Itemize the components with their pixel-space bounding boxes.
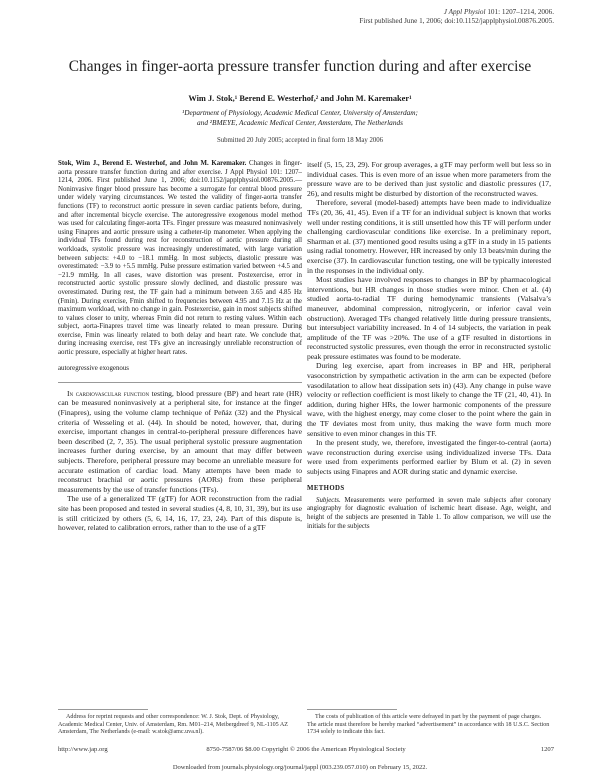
journal-name: J Appl Physiol [443,8,486,16]
first-published-line: First published June 1, 2006; doi:10.1152/japplphysiol.00876.2005. [359,17,554,25]
article-title: Changes in finger-aorta pressure transfer function during and after exercise [68,58,532,75]
left-column [58,160,302,533]
abstract-text: Changes in finger-aorta pressure transfer function during and after exercise. J Appl Physiol 101: 1207–1214, 2006. First published June 1, 2006; doi:10.1152/japplphysiol.00876.2005.—Noninvasive finger blood pressure has become a surrogate for central blood pressure under widely varying circumstances. We tested the validity of finger-aorta transfer functions (TF) to reconstruct aortic pressure in seven cardiac patients before, during, and after incremental bicycle exercise. The autoregressive exogenous model method was used for calculating finger-aorta TFs. Finger pressure was measured noninvasively using Finapres and aortic pressure using a catheter-tip manometer. When applying the individual TFs found during rest for reconstruction of aortic pressure during all workloads, systolic pressure was increasingly underestimated, with large variation between subjects: +4.0 to −18.1 mmHg. In most subjects, diastolic pressure was overestimated: −3.9 to +5.5 mmHg. Pulse pressure estimation varied between +4.5 and −21.9 mmHg. In all cases, wave distortion was present. Postexercise, error in reconstructed aortic systolic pressure slowly declined, and diastolic pressure was overestimated. During rest, the TF gain had a minimum between 3.65 and 4.85 Hz (Fmin). During exercise, Fmin shifted to frequencies between 4.95 and 7.15 Hz at the maximum workload, with no change in gain. Postexercise, gain in most subjects shifted to values closer to unity, whereas Fmin did not return to resting values. Within each subject, aorta-Finapres travel time was linearly related to mean pressure. During exercise, Fmin was linearly related to both delay and heart rate. We conclude that, during increasing exercise, rest TFs give an increasingly unreliable reconstruction of aortic pressure, especially at higher heart rates. [58,160,302,357]
subjects-text: Measurements were performed in seven male subjects after coronary angiography for diagnostic evaluation of ischemic heart disease. Age, weight, and height of the subjects are presented in Table 1. To allow comparison, we will use the initials for the subjects [307,496,551,530]
introduction-continued [307,160,551,477]
right-paragraph-3: Most studies have involved responses to changes in BP by pharmacological interventions, but HR changes in those studies were minor. Chen et al. (4) studied aorta-to-radial TF during hemodynamic transients (Valsalva’s maneuver, abdominal compression, nitroglycerin, or inferior caval vein obstruction). Averaged TFs changed relatively little during pressure transients, but intersubject variability increased. In 4 of 14 subjects, the variation in peak amplitude of the TF was >20%. The use of a gTF resulted in distortions in reconstructed systolic pressures, even though the error in reconstructed systolic peak pressure estimates was found to be moderate. [307,275,551,361]
submission-dates: Submitted 20 July 2005; accepted in final form 18 May 2006 [216,137,384,144]
abstract-lead: Stok, Wim J., Berend E. Westerhof, and John M. Karemaker. [58,160,247,167]
intro-lead: In cardiovascular function [67,388,150,398]
author-list: Wim J. Stok,¹ Berend E. Westerhof,² and John M. Karemaker¹ [188,94,412,103]
footnote-divider-left [58,709,148,710]
journal-url: http://www.jap.org [58,746,108,753]
right-paragraph-1: itself (5, 15, 23, 29). For group averages, a gTF may perform well but less so in individual cases. This is even more of an issue when more parameters from the pressure wave are to be derived than just systolic and diastolic pressures (17, 26), and results might be disturbed by distortion of the reconstructed waves. [307,160,551,198]
right-paragraph-5: In the present study, we, therefore, investigated the finger-to-central (aorta) wave reconstruction during exercise using individualized inverse TFs. Data were used from experiments performed earlier by Blum et al. (2) in seven subjects using Finapres and AOR during static and dynamic exercise. [307,438,551,476]
download-notice: Downloaded from journals.physiology.org/journal/jappl (003.239.057.010) on February 15, 2022. [172,764,428,771]
subjects-section [307,497,551,531]
affiliation-2: and ²BMEYE, Academic Medical Center, Amsterdam, The Netherlands [197,118,403,127]
journal-citation: 101: 1207–1214, 2006. [487,8,554,16]
intro-paragraph-2: The use of a generalized TF (gTF) for AOR reconstruction from the radial site has been proposed and tested in several studies (4, 8, 10, 31, 39), but its use is still criticized by others (5, 6, 14, 16, 17, 23, 24). Part of this dispute is, however, related to calibration errors, rather than to the use of a gTF [58,494,302,533]
costs-footnote: The costs of publication of this article were defrayed in part by the payment of page charges. The article must therefore be hereby marked “advertisement” in accordance with 18 U.S.C. Section 1734 solely to indicate this fact. [307,714,550,736]
abstract-divider [58,382,302,383]
right-column [307,160,551,531]
intro-paragraph-1: testing, blood pressure (BP) and heart rate (HR) can be measured noninvasively at a peripheral site, for instance at the finger (Finapres), using the volume clamp technique of Peñáz (32) and the Physical criteria of Wesseling et al. (44). In should be noted, however, that, during exercise, important changes in central-to-peripheral pressure differences have been described (2, 7, 35). The usual peripheral systolic pressure augmentation increases further during exercise, by an amount that may differ between subjects. Therefore, peripheral pressure may become an unreliable measure for accurate estimation of cardiac load. Many attempts have been made to reconstruct brachial or aortic pressures (AORs) from these peripheral measurements by the use of transfer functions (TFs). [58,388,302,494]
introduction [58,389,302,533]
right-paragraph-2: Therefore, several (model-based) attempts have been made to individualize TFs (20, 36, 41, 45). Even if a TF for an individual subject is known that works well under resting conditions, it is still unsettled how this TF will perform under challenging cardiovascular conditions like exercise. In a preliminary report, Sharman et al. (37) mentioned good results using a gTF in a study in 15 patients using radial tonometry. However, HR increased by only 13 beats/min during the exercise (37). In cardiovascular function testing, one will be typically interested in the responses in the individual only. [307,198,551,275]
page-number: 1207 [540,746,554,753]
footnote-divider-right [307,709,397,710]
affiliations [0,108,600,128]
affiliation-1: ¹Department of Physiology, Academic Medical Center, University of Amsterdam; [182,108,418,117]
keywords: autoregressive exogenous [58,364,129,372]
methods-heading: METHODS [307,484,345,492]
journal-header [359,8,554,26]
right-paragraph-4: During leg exercise, apart from increases in BP and HR, peripheral vasoconstriction by sympathetic activation in the arm can be expected (before vasodilatation to allow heat dissipation sets in) (43). Any change in pulse wave velocity or reflection coefficient is most likely to change the TF (21, 40, 41). In addition, during higher HRs, the lower harmonic components of the pressure wave, with the highest energy, may come closer to the point where the gain in the TF deviates most from unity, thus making the wave form much more sensitive to even minor changes in this TF. [307,361,551,438]
abstract [58,160,302,373]
correspondence-footnote: Address for reprint requests and other correspondence: W. J. Stok, Dept. of Physiology, Academic Medical Center, Univ. of Amsterdam, Rm. M01–214, Meibergdreef 9, NL-1105 AZ Amsterdam, The Netherlands (e-mail: w.stok@amc.uva.nl). [58,714,289,736]
subjects-lead: Subjects. [316,496,341,504]
issn-copyright: 8750-7587/06 $8.00 Copyright © 2006 the American Physiological Society [206,746,406,753]
